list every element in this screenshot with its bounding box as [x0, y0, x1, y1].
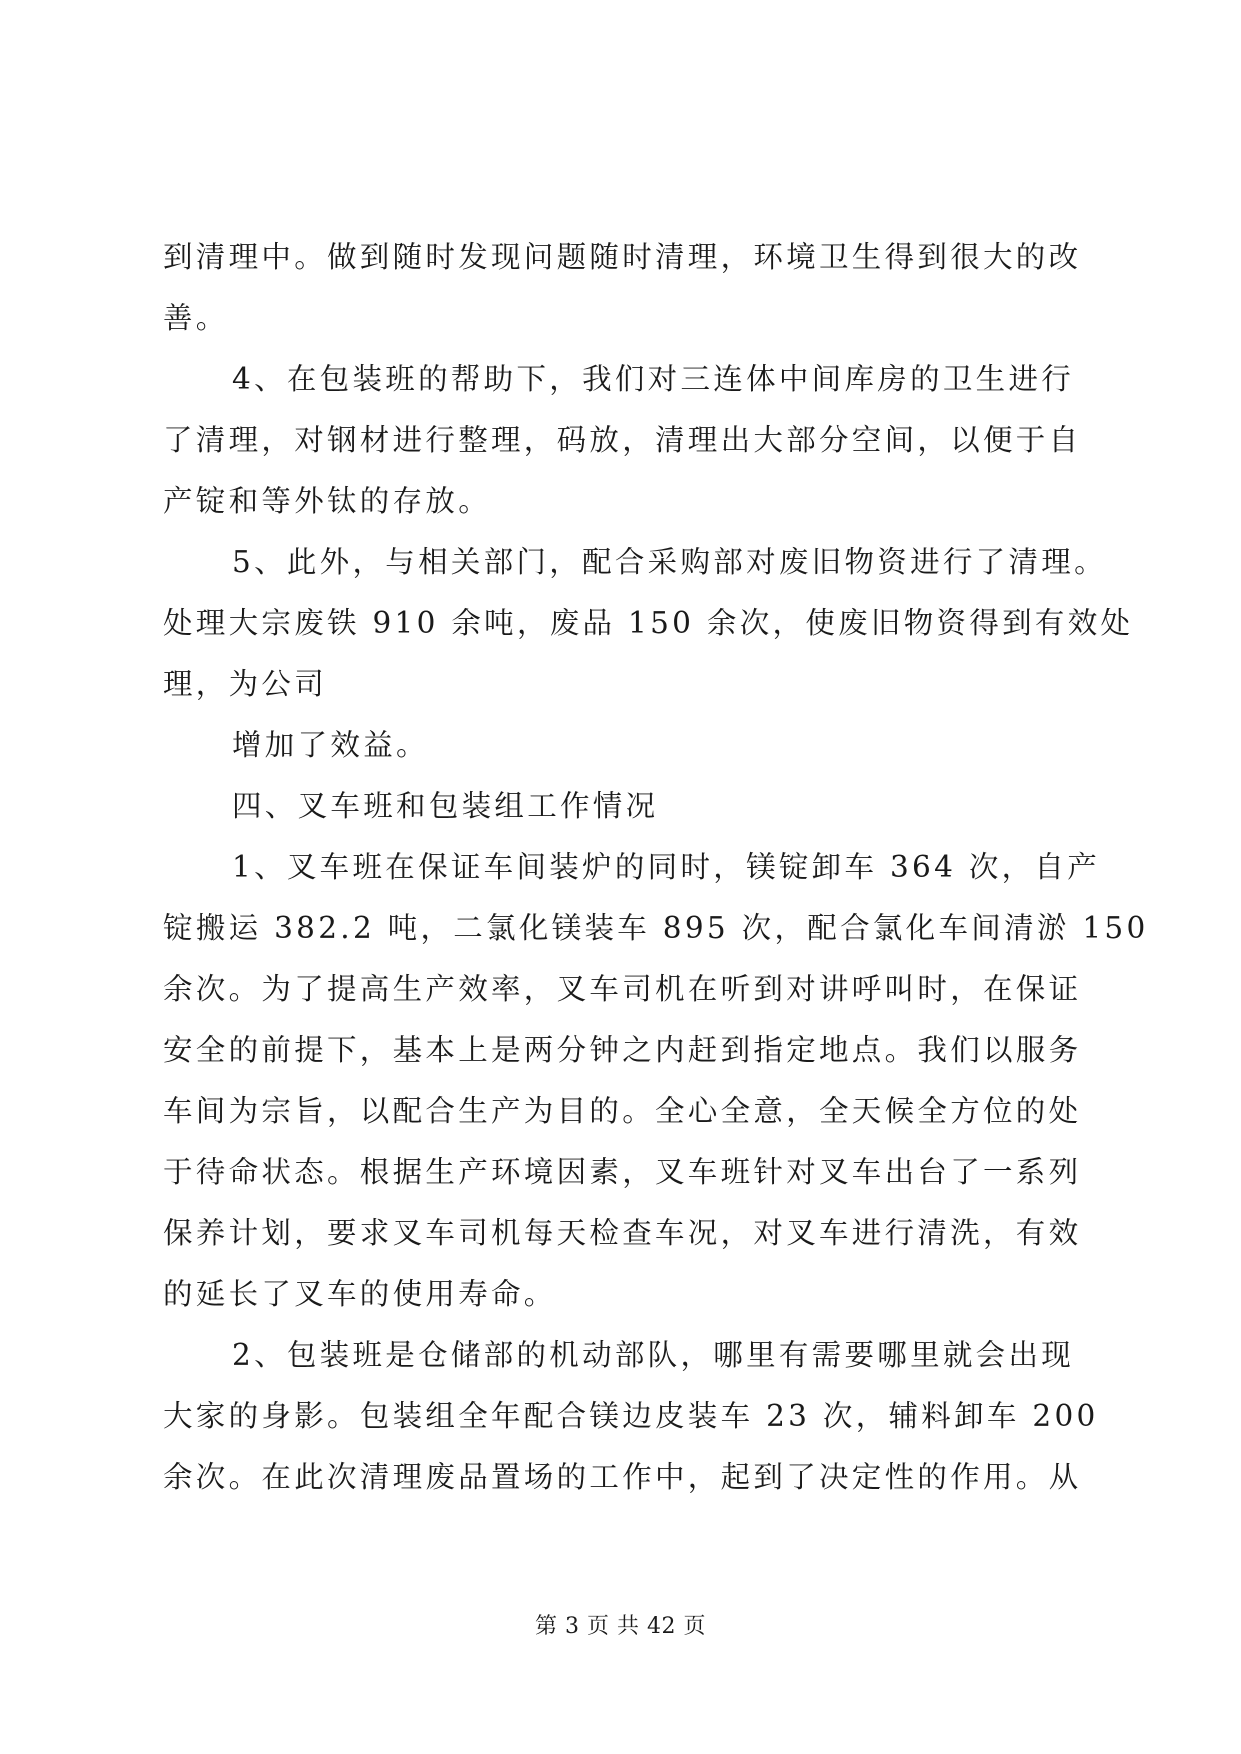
document-body	[163, 227, 1149, 1508]
text-line: 5、此外，与相关部门，配合采购部对废旧物资进行了清理。	[232, 545, 1107, 579]
text-line: 了清理，对钢材进行整理，码放，清理出大部分空间，以便于自	[163, 423, 1082, 457]
text-line: 处理大宗废铁 910 余吨，废品 150 余次，使废旧物资得到有效处	[163, 606, 1134, 640]
text-line: 车间为宗旨，以配合生产为目的。全心全意，全天候全方位的处	[163, 1094, 1082, 1128]
text-line: 1、叉车班在保证车间装炉的同时，镁锭卸车 364 次，自产	[232, 850, 1101, 884]
text-line: 四、叉车班和包装组工作情况	[232, 789, 659, 823]
text-line: 余次。为了提高生产效率，叉车司机在听到对讲呼叫时，在保证	[163, 972, 1082, 1006]
text-line: 2、包装班是仓储部的机动部队，哪里有需要哪里就会出现	[232, 1338, 1075, 1372]
text-line: 4、在包装班的帮助下，我们对三连体中间库房的卫生进行	[232, 362, 1075, 396]
text-line: 于待命状态。根据生产环境因素，叉车班针对叉车出台了一系列	[163, 1155, 1082, 1189]
text-line: 安全的前提下，基本上是两分钟之内赶到指定地点。我们以服务	[163, 1033, 1082, 1067]
text-line: 大家的身影。包装组全年配合镁边皮装车 23 次，辅料卸车 200	[163, 1399, 1099, 1433]
text-line: 余次。在此次清理废品置场的工作中，起到了决定性的作用。从	[163, 1460, 1082, 1494]
text-line: 理，为公司	[163, 667, 328, 701]
text-line: 产锭和等外钛的存放。	[163, 484, 492, 518]
text-line: 善。	[163, 301, 229, 335]
text-line: 的延长了叉车的使用寿命。	[163, 1277, 557, 1311]
text-line: 保养计划，要求叉车司机每天检查车况，对叉车进行清洗，有效	[163, 1216, 1082, 1250]
page-footer: 第 3 页 共 42 页	[535, 1614, 706, 1639]
text-line: 锭搬运 382.2 吨，二氯化镁装车 895 次，配合氯化车间清淤 150	[163, 911, 1149, 945]
text-line: 增加了效益。	[232, 728, 429, 762]
text-line: 到清理中。做到随时发现问题随时清理，环境卫生得到很大的改	[163, 240, 1082, 274]
